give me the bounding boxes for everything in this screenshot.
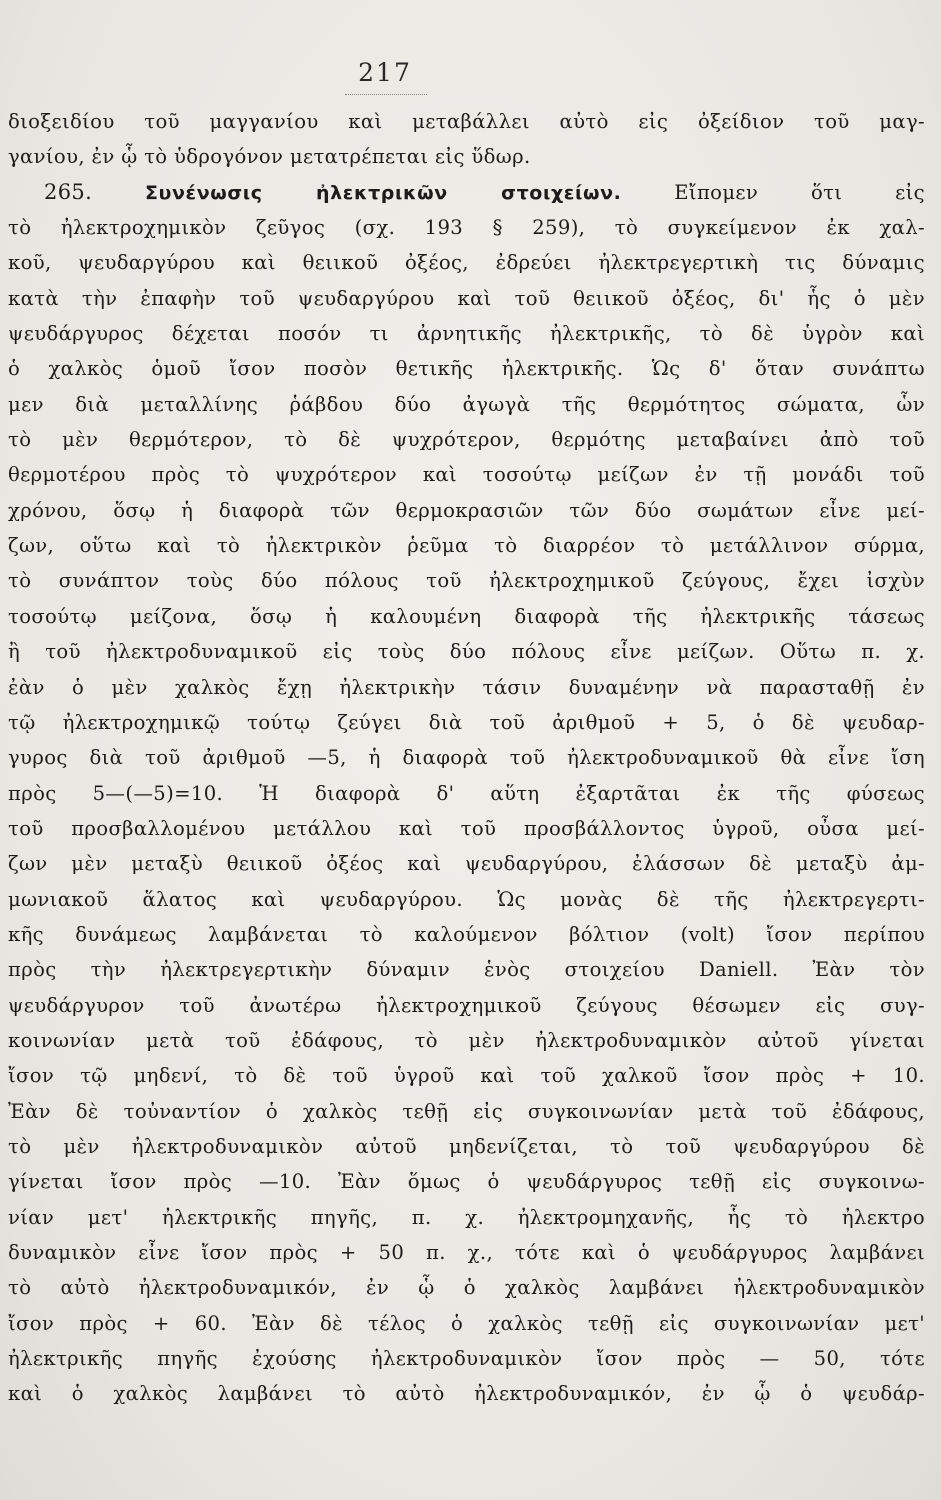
text-line-content: κατὰ τὴν ἐπαφὴν τοῦ ψευδαργύρου καὶ τοῦ θειικοῦ ὀξέος, δι' ἧς ὁ μὲν [8, 286, 925, 310]
text-line [0, 1200, 941, 1235]
text-line [0, 740, 941, 775]
text-line [0, 316, 941, 351]
text-line [0, 245, 941, 280]
text-line [0, 705, 941, 740]
page-number: 217 [358, 58, 412, 87]
text-line-content: μεν διὰ μεταλλίνης ῥάβδου δύο ἀγωγὰ τῆς θερμότητος σώματα, ὧν [8, 392, 925, 416]
text-line [0, 457, 941, 492]
text-line-content: νίαν μετ' ἠλεκτρικῆς πηγῆς, π. χ. ἠλεκτρομηχανῆς, ἧς τὸ ἠλεκτρο [8, 1205, 925, 1229]
text-line [0, 139, 941, 174]
text-line [0, 1094, 941, 1129]
text-line-content: τῷ ἠλεκτροχημικῷ τούτῳ ζεύγει διὰ τοῦ ἀριθμοῦ + 5, ὁ δὲ ψευδαρ- [8, 710, 925, 734]
text-line-content: γυρος διὰ τοῦ ἀριθμοῦ —5, ἡ διαφορὰ τοῦ ἠλεκτροδυναμικοῦ θὰ εἶνε ἴση [8, 746, 925, 770]
text-line [0, 281, 941, 316]
text-line-content: δυναμικὸν εἶνε ἴσον πρὸς + 50 π. χ., τότε καὶ ὁ ψευδάργυρος λαμβάνει [8, 1241, 925, 1264]
text-line [0, 493, 941, 528]
text-line [0, 1306, 941, 1341]
text-line-content: τὸ μὲν θερμότερον, τὸ δὲ ψυχρότερον, θερμότης μεταβαίνει ἀπὸ τοῦ [8, 428, 925, 452]
text-line-content: ἐὰν ὁ μὲν χαλκὸς ἔχῃ ἠλεκτρικὴν τάσιν δυναμένην νὰ παρασταθῇ ἐν [8, 675, 925, 699]
text-line-content: ζων μὲν μεταξὺ θειικοῦ ὀξέος καὶ ψευδαργύρου, ἐλάσσων δὲ μεταξὺ ἀμ- [8, 852, 925, 876]
text-line-content: κοινωνίαν μετὰ τοῦ ἐδάφους, τὸ μὲν ἠλεκτροδυναμικὸν αὐτοῦ γίνεται [8, 1028, 925, 1052]
text-line [0, 952, 941, 987]
text-line [0, 1270, 941, 1305]
text-line [0, 210, 941, 245]
section-title: Συνένωσις ἠλεκτρικῶν στοιχείων. [144, 181, 622, 204]
section-number: 265. [44, 179, 93, 204]
text-line-content: πρὸς τὴν ἠλεκτρεγερτικὴν δύναμιν ἑνὸς στοιχείου Daniell. Ἐὰν τὸν [8, 958, 925, 982]
text-line-content: ὁ χαλκὸς ὁμοῦ ἴσον ποσὸν θετικῆς ἠλεκτρικῆς. Ὡς δ' ὅταν συνάπτω [8, 357, 925, 381]
text-line-content: χρόνου, ὅσῳ ἡ διαφορὰ τῶν θερμοκρασιῶν τῶν δύο σωμάτων εἶνε μεί- [8, 498, 925, 522]
section-heading [44, 175, 925, 210]
text-line-content: θερμοτέρου πρὸς τὸ ψυχρότερον καὶ τοσούτῳ μείζων ἐν τῇ μονάδι τοῦ [8, 463, 925, 487]
text-line-content: τὸ συνάπτον τοὺς δύο πόλους τοῦ ἠλεκτροχημικοῦ ζεύγους, ἔχει ἰσχὺν [8, 569, 925, 593]
text-line [0, 563, 941, 598]
text-line [0, 1129, 941, 1164]
section-heading-line [0, 175, 941, 210]
text-line-content: τὸ μὲν ἠλεκτροδυναμικὸν αὐτοῦ μηδενίζεται, τὸ τοῦ ψευδαργύρου δὲ [8, 1134, 925, 1158]
text-line-content: ἢ τοῦ ἠλεκτροδυναμικοῦ εἰς τοὺς δύο πόλους εἶνε μείζων. Οὕτω π. χ. [8, 640, 925, 664]
text-line-content: διοξειδίου τοῦ μαγγανίου καὶ μεταβάλλει αὐτὸ εἰς ὀξείδιον τοῦ μαγ- [8, 110, 925, 133]
text-line-content: μωνιακοῦ ἅλατος καὶ ψευδαργύρου. Ὡς μονὰς δὲ τῆς ἠλεκτρεγερτι- [8, 887, 925, 911]
text-line [0, 670, 941, 705]
text-line-content: γανίου, ἐν ᾧ τὸ ὑδρογόνον μετατρέπεται εἰς ὕδωρ. [8, 145, 531, 169]
body-text [0, 104, 941, 1412]
text-line [0, 1164, 941, 1199]
text-line-content: ψευδάργυρος δέχεται ποσόν τι ἀρνητικῆς ἠλεκτρικῆς, τὸ δὲ ὑγρὸν καὶ [8, 322, 925, 346]
text-line [0, 422, 941, 457]
text-line [0, 882, 941, 917]
text-line-content: γίνεται ἴσον πρὸς —10. Ἐὰν ὅμως ὁ ψευδάργυρος τεθῇ εἰς συγκοινω- [8, 1170, 925, 1194]
text-line-content: ψευδάργυρον τοῦ ἀνωτέρω ἠλεκτροχημικοῦ ζεύγους θέσωμεν εἰς συγ- [8, 993, 925, 1017]
text-line [0, 917, 941, 952]
text-line-content: ἴσον πρὸς + 60. Ἐὰν δὲ τέλος ὁ χαλκὸς τεθῇ εἰς συγκοινωνίαν μετ' [8, 1311, 925, 1335]
text-line [0, 387, 941, 422]
text-line-content: τοῦ προσβαλλομένου μετάλλου καὶ τοῦ προσβάλλοντος ὑγροῦ, οὖσα μεί- [8, 816, 925, 840]
text-line [0, 599, 941, 634]
text-line-content: πρὸς 5—(—5)=10. Ἡ διαφορὰ δ' αὕτη ἐξαρτᾶται ἐκ τῆς φύσεως [8, 781, 925, 805]
text-line [0, 104, 941, 139]
text-line-content: τοσούτῳ μείζονα, ὅσῳ ἡ καλουμένη διαφορὰ τῆς ἠλεκτρικῆς τάσεως [8, 604, 925, 628]
text-line [0, 351, 941, 386]
section-heading-continuation: Εἴπομεν ὅτι εἰς [674, 180, 925, 204]
text-line [0, 988, 941, 1023]
page-number-rule [345, 94, 427, 95]
text-line-content: κοῦ, ψευδαργύρου καὶ θειικοῦ ὀξέος, ἐδρεύει ἠλεκτρεγερτικὴ τις δύναμις [8, 251, 925, 275]
text-line [0, 1341, 941, 1376]
text-line-content: ἠλεκτρικῆς πηγῆς ἐχούσης ἠλεκτροδυναμικὸν ἴσον πρὸς — 50, τότε [8, 1347, 925, 1371]
text-line [0, 1235, 941, 1270]
text-line [0, 811, 941, 846]
text-line [0, 1058, 941, 1093]
text-line [0, 1023, 941, 1058]
text-line [0, 1376, 941, 1411]
text-line-content: καὶ ὁ χαλκὸς λαμβάνει τὸ αὐτὸ ἠλεκτροδυναμικόν, ἐν ᾧ ὁ ψευδάρ- [8, 1382, 925, 1406]
text-line-content: ἴσον τῷ μηδενί, τὸ δὲ τοῦ ὑγροῦ καὶ τοῦ χαλκοῦ ἴσον πρὸς + 10. [8, 1064, 925, 1088]
text-line [0, 846, 941, 881]
text-line-content: κῆς δυνάμεως λαμβάνεται τὸ καλούμενον βόλτιον (volt) ἴσον περίπου [8, 922, 925, 946]
text-line-content: Ἐὰν δὲ τοὐναντίον ὁ χαλκὸς τεθῇ εἰς συγκοινωνίαν μετὰ τοῦ ἐδάφους, [8, 1099, 925, 1123]
text-line-content: ζων, οὕτω καὶ τὸ ἠλεκτρικὸν ῥεῦμα τὸ διαρρέον τὸ μετάλλινον σύρμα, [8, 534, 925, 558]
text-line [0, 776, 941, 811]
text-line-content: τὸ αὐτὸ ἠλεκτροδυναμικόν, ἐν ᾧ ὁ χαλκὸς λαμβάνει ἠλεκτροδυναμικὸν [8, 1276, 925, 1300]
text-line-content: τὸ ἠλεκτροχημικὸν ζεῦγος (σχ. 193 § 259), τὸ συγκείμενον ἐκ χαλ- [8, 216, 925, 240]
text-line [0, 634, 941, 669]
text-line [0, 528, 941, 563]
